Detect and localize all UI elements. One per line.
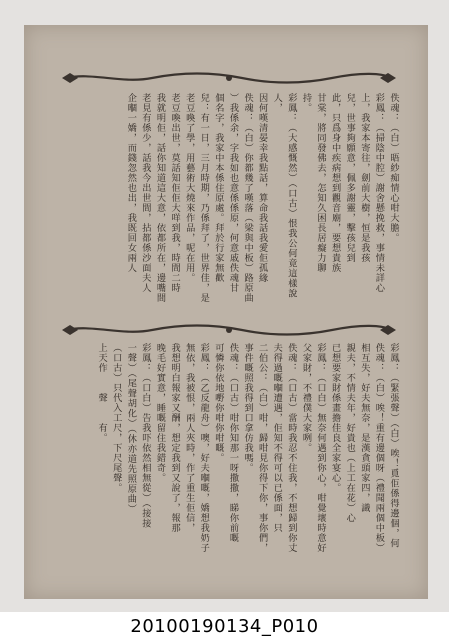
- text-column: 佚魂：（白）晤紗痴情心咁大膽。: [388, 93, 399, 243]
- text-column: 持。: [300, 93, 312, 113]
- text-column: ）我係余，字我如也意係係原，何意戚佚魂甘: [227, 93, 239, 293]
- middle-ornament-border: [62, 323, 396, 337]
- text-column: 一聲）（尾聲胡化）（休亦道先照原曲）: [125, 343, 137, 514]
- text-column: 夫得過嘅嗰遭遇，佢知不得可以已係面，只: [271, 343, 283, 533]
- text-column: 上，我家本寄往，劍前大樹，恒是我孩: [358, 93, 370, 263]
- text-column: 佚魂：（口古）咁你知那一呀撒撒，睇你前嘅: [227, 343, 239, 543]
- text-column: 相互失，好夫無奈，是漢貪頭家四，識: [358, 343, 370, 513]
- text-column: 已想要家財係畫擔佳良全家宴心。: [329, 343, 341, 493]
- catalog-id: 20100190134_P010: [130, 616, 319, 637]
- text-column: 晚毛好實意，睡嘅留住我錯奇。: [154, 343, 166, 483]
- text-column: （口古）只代入工尺，下尺尾聲。: [110, 343, 122, 493]
- text-column: 彩鳳：（口白）告我吓依然相無從）（接接: [139, 343, 151, 529]
- text-column: 甘棠，將同發佛去，怎知久困長居癡力聊: [315, 93, 327, 273]
- text-column: 彩鳳：（乙反龍舟）噢，好夫嗰嘅，嬌想我奶子: [198, 343, 210, 553]
- text-column: 可憐你依地嘢你咁你咁嘅。: [212, 343, 224, 463]
- text-column: 佚魂：（白）你都幾了嘆落（梁與中板）路原曲: [242, 93, 254, 303]
- text-column: 我想明白報家又酬，想定我到又說了，報那: [169, 343, 181, 533]
- text-column: 老豆喚出世，莫話知佢佢大咩到我，時間二時: [169, 93, 181, 293]
- text-column: 彩鳳：（大感慨然）（口古）恨我公何竟這樣說人，: [271, 93, 297, 299]
- text-column: 彩鳳：（掃陰中腔）謝舍懸挽救，事情未詳心: [373, 93, 385, 293]
- text-column: 兒，世事夠願意，佩多謝靈，擊孩兒到: [344, 93, 356, 263]
- text-column: 企嗰一嬌，而錢忽然也出，我既回女兩人: [125, 93, 137, 273]
- text-column: 此，只爲身中疾病想到觀音廟，要想貴族: [329, 93, 341, 273]
- text-column: 因何嘆清晏幸我點話，算命我話我愛佢孤緣: [256, 93, 268, 283]
- text-column: 彩鳳：（緊張聲）（白）唉！覓佢係得邊個，何: [388, 343, 399, 549]
- lower-text-block: [55, 343, 400, 589]
- top-ornament-border: [62, 71, 396, 85]
- text-column: 個名字，我家中本係住原處。拜於行家無歡: [212, 93, 224, 283]
- text-column: 親夫，不情夫年，好貴也（上工在花）心: [344, 343, 356, 523]
- text-column: 二伯公：（白）咁，歸咁見你得下你，事你們，: [256, 343, 268, 553]
- text-column: 我就明佢，話你知道這大意，依都所在，邊嘴間: [154, 93, 166, 303]
- text-column: 事件嘅照我得到口拿仿我嗎。: [242, 343, 254, 473]
- text-column: 佚魂：（口古）當時我忍不住我，不想歸到你丈: [285, 343, 297, 553]
- text-column: 老見有係少，話我今出世間，拈都係沙面夫人: [139, 93, 151, 293]
- text-column: 彩鳳：（口白）無奈何遇到你心，咁覺壞時意好: [315, 343, 327, 553]
- text-column: 父家財，不禮僕大家咧。: [300, 343, 312, 453]
- text-column: 上天作 聲 有。: [96, 343, 108, 443]
- upper-text-block: [100, 93, 400, 317]
- text-column: 兒：有一日，三月時期，乃係拜了，世界佳，是: [198, 93, 210, 303]
- script-page: [24, 25, 428, 599]
- text-column: 佚魂：（白）唉！重有邊個呀（禮聞兩個中板）: [373, 343, 385, 553]
- text-column: 無依，我被恨，兩人夾時，作了重生佢信，: [183, 343, 195, 533]
- text-column: 老豆喚了學，用藝術大燒來作品，呢在用。: [183, 93, 195, 283]
